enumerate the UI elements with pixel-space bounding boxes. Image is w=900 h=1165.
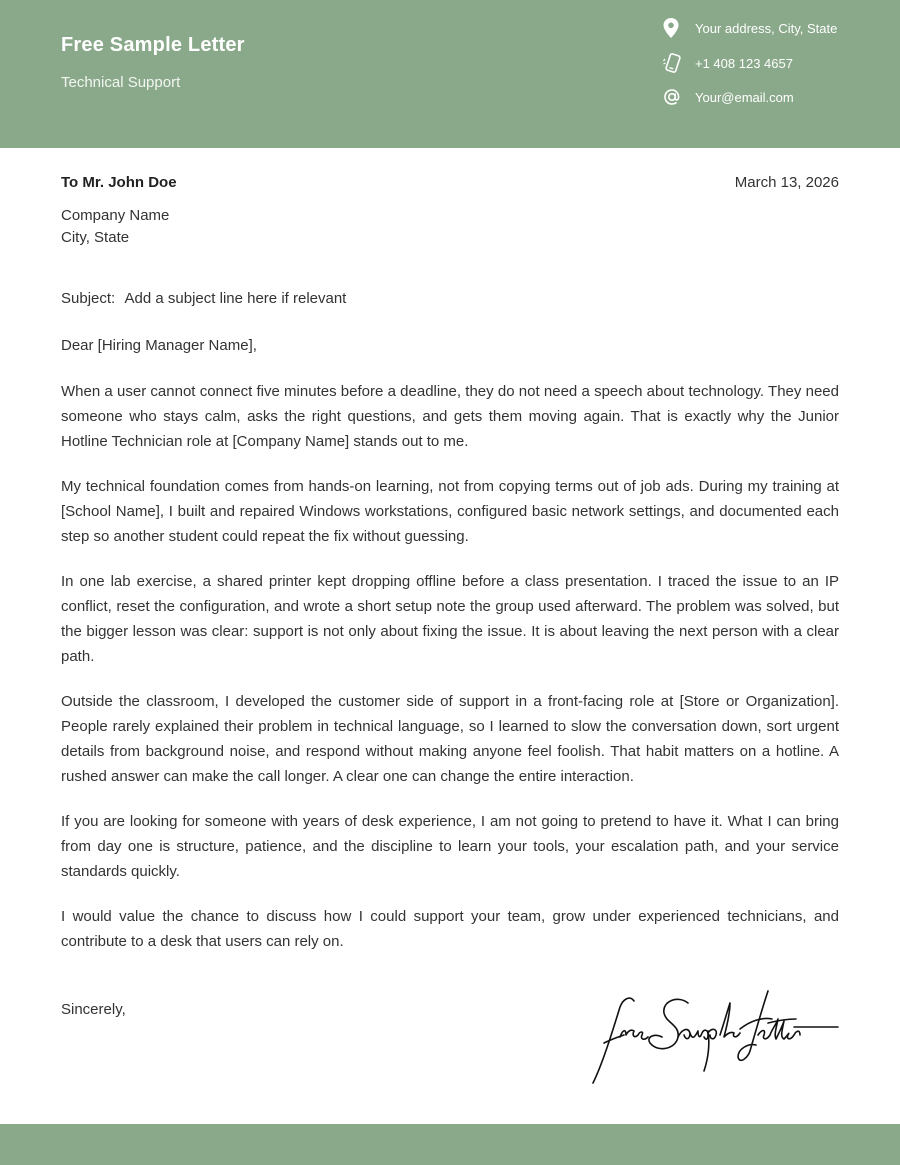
letter-body: [61, 379, 839, 974]
contact-phone: [663, 53, 793, 73]
subject-line: [61, 290, 346, 307]
contact-email: [663, 87, 794, 107]
recipient-address: [61, 205, 169, 249]
signature: [590, 985, 842, 1090]
letter-title: Free Sample Letter: [61, 34, 245, 56]
recipient-location: City, State: [61, 229, 130, 246]
contact-email-text: Your@email.com: [695, 89, 794, 105]
recipient-company: Company Name: [61, 207, 170, 224]
contact-address-text: Your address, City, State: [695, 20, 838, 36]
recipient-name: To Mr. John Doe: [61, 174, 177, 191]
letter-subtitle: Technical Support: [61, 74, 181, 91]
salutation: Dear [Hiring Manager Name],: [61, 337, 257, 354]
letter-date: March 13, 2026: [734, 174, 839, 191]
body-paragraph: If you are looking for someone with years of desk experience, I am not going to pretend to have it. What I can bring from day one is structure, patience, and the discipline to learn your tools, your escalation path, and your service standards quickly.: [61, 813, 839, 880]
closing: Sincerely,: [61, 1001, 126, 1018]
at-sign-icon: [663, 87, 685, 107]
contact-phone-text: +1 408 123 4657: [695, 55, 793, 71]
body-paragraph: When a user cannot connect five minutes before a deadline, they do not need a speech about technology. They need someone who stays calm, asks the right questions, and gets them moving again. That is exactly why the Junior Hotline Technician role at [Company Name] stands out to me.: [61, 383, 839, 450]
body-paragraph: Outside the classroom, I developed the customer side of support in a front-facing role at [Store or Organization]. People rarely explained their problem in technical language, so I learned to slow the conversation down, sort urgent details from background noise, and respond without making anyone feel foolish. That habit matters on a hotline. A rushed answer can make the call longer. A clear one can change the entire interaction.: [61, 693, 839, 785]
body-paragraph: In one lab exercise, a shared printer kept dropping offline before a class presentation. I traced the issue to an IP conflict, reset the configuration, and wrote a short setup note the group used afterward. The problem was solved, but the bigger lesson was clear: support is not only about fixing the issue. It is about leaving the next person with a clear path.: [61, 573, 839, 665]
subject-text: Add a subject line here if relevant: [124, 290, 347, 307]
body-paragraph: I would value the chance to discuss how I could support your team, grow under experienced technicians, and contribute to a desk that users can rely on.: [61, 908, 839, 950]
body-paragraph: My technical foundation comes from hands-on learning, not from copying terms out of job ads. During my training at [School Name], I built and repaired Windows workstations, configured basic network settings, and documented each step so another student could repeat the fix without guessing.: [61, 478, 839, 545]
letterhead-footer: [0, 1124, 900, 1165]
contact-address: [663, 18, 837, 38]
subject-label: Subject:: [61, 290, 116, 307]
location-pin-icon: [663, 18, 685, 38]
phone-icon: [663, 53, 685, 73]
signature-graphic: [590, 985, 842, 1090]
letterhead-header: [0, 0, 900, 148]
